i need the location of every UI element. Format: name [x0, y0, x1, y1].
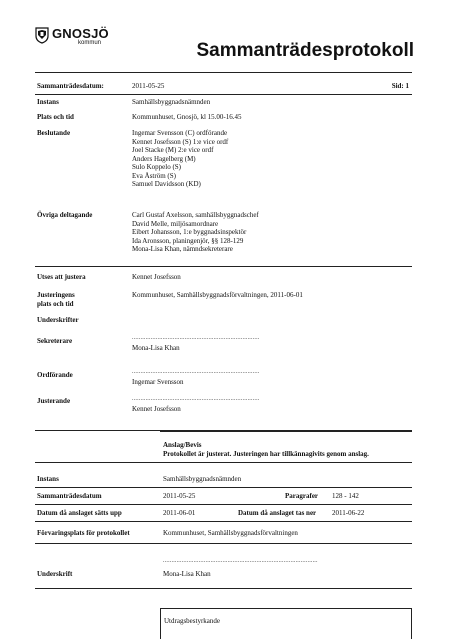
- utdrag-box: [160, 608, 412, 639]
- list-item: Eibert Johansson, 1:e byggnadsinspektör: [132, 228, 247, 236]
- forvaring-value: Kommunhuset, Samhällsbyggnadsförvaltningen: [163, 529, 298, 537]
- anslag-row-rule: [35, 521, 412, 522]
- anslag-rule: [35, 462, 412, 463]
- ovriga-list: [132, 211, 259, 254]
- justering-label-2: plats och tid: [37, 300, 74, 308]
- section-rule: [35, 266, 412, 267]
- anslag-row-rule: [35, 543, 412, 544]
- signature-line: ...........................................................................................: [163, 558, 318, 564]
- plats-label: Plats och tid: [37, 113, 74, 121]
- list-item: Ingemar Svensson (C) ordförande: [132, 129, 228, 137]
- meeting-date-value: 2011-05-25: [132, 82, 165, 90]
- nertaget-value: 2011-06-22: [332, 509, 365, 517]
- utdrag-label: Utdragsbestyrkande: [164, 617, 220, 625]
- sekreterare-label: Sekreterare: [37, 337, 73, 345]
- list-item: Sulo Koppelo (S): [132, 163, 181, 171]
- forvaring-label: Förvaringsplats för protokollet: [37, 529, 130, 537]
- anslag-row-rule: [35, 487, 412, 488]
- signature-line: ...........................................................................: [132, 369, 260, 375]
- beslutande-list: [132, 129, 228, 189]
- underskrift-name: Mona-Lisa Khan: [163, 570, 211, 578]
- justerande-label: Justerande: [37, 397, 71, 405]
- uppsatt-label: Datum då anslaget sätts upp: [37, 509, 122, 517]
- anslag-instans-label: Instans: [37, 475, 59, 483]
- ordforande-label: Ordförande: [37, 371, 73, 379]
- list-item: David Melle, miljösamordnare: [132, 219, 219, 228]
- signature-line: ...........................................................................: [132, 396, 260, 402]
- footer-rule: [35, 588, 412, 589]
- justering-value: Kommunhuset, Samhällsbyggnadsförvaltningen, 2011-06-01: [132, 291, 303, 299]
- instans-label: Instans: [37, 98, 59, 106]
- list-item: Eva Åström (S): [132, 171, 176, 180]
- list-item: Kennet Josefsson (S) 1:e vice ordf: [132, 137, 229, 146]
- list-item: Mona-Lisa Khan, nämndsekreterare: [132, 245, 233, 253]
- signature-line: ...........................................................................: [132, 335, 260, 341]
- list-item: Anders Hagelberg (M): [132, 154, 196, 163]
- anslag-datum-label: Sammanträdesdatum: [37, 492, 102, 500]
- underskrift-label: Underskrift: [37, 570, 73, 578]
- list-item: Joel Stacke (M) 2:e vice ordf: [132, 146, 214, 154]
- instans-value: Samhällsbyggnadsnämnden: [132, 98, 211, 106]
- meta-rule: [35, 94, 412, 95]
- anslag-title: Anslag/Bevis: [163, 441, 202, 449]
- sekreterare-name: Mona-Lisa Khan: [132, 344, 180, 352]
- anslag-instans-value: Samhällsbyggnadsnämnden: [163, 475, 242, 483]
- uppsatt-value: 2011-06-01: [163, 509, 196, 517]
- nertaget-label: Datum då anslaget tas ner: [238, 509, 317, 517]
- paragrafer-value: 128 - 142: [332, 492, 359, 500]
- justerande-name: Kennet Josefsson: [132, 405, 181, 413]
- anslag-datum-value: 2011-05-25: [163, 492, 196, 500]
- utses-label: Utses att justera: [37, 273, 86, 281]
- municipality-logo: [35, 26, 145, 46]
- logo-text: GNOSJÖ: [52, 26, 109, 41]
- list-item: Ida Aronsson, planingenjör, §§ 128-129: [132, 236, 244, 245]
- justering-label-1: Justeringens: [37, 291, 75, 299]
- anslag-subtitle: Protokollet är justerat. Justeringen har tillkännagivits genom anslag.: [163, 450, 369, 458]
- ovriga-label: Övriga deltagande: [37, 211, 93, 219]
- coat-of-arms-icon: [35, 27, 49, 44]
- meeting-date-label: Sammanträdesdatum:: [37, 82, 104, 90]
- utses-value: Kennet Josefsson: [132, 273, 181, 281]
- plats-value: Kommunhuset, Gnosjö, kl 15.00-16.45: [132, 113, 242, 121]
- anslag-top-right: [160, 431, 412, 432]
- beslutande-label: Beslutande: [37, 129, 71, 137]
- underskrifter-label: Underskrifter: [37, 316, 79, 324]
- logo-subtext: kommun: [78, 40, 102, 46]
- anslag-row-rule: [35, 504, 412, 505]
- paragrafer-label: Paragrafer: [285, 492, 319, 500]
- page-number: Sid: 1: [391, 82, 409, 90]
- page-title: Sammanträdesprotokoll: [196, 40, 414, 61]
- list-item: Samuel Davidsson (KD): [132, 180, 201, 188]
- list-item: Carl Gustaf Axelsson, samhällsbyggnadschef: [132, 211, 259, 219]
- header-rule: [35, 72, 412, 73]
- ordforande-name: Ingemar Svensson: [132, 378, 184, 386]
